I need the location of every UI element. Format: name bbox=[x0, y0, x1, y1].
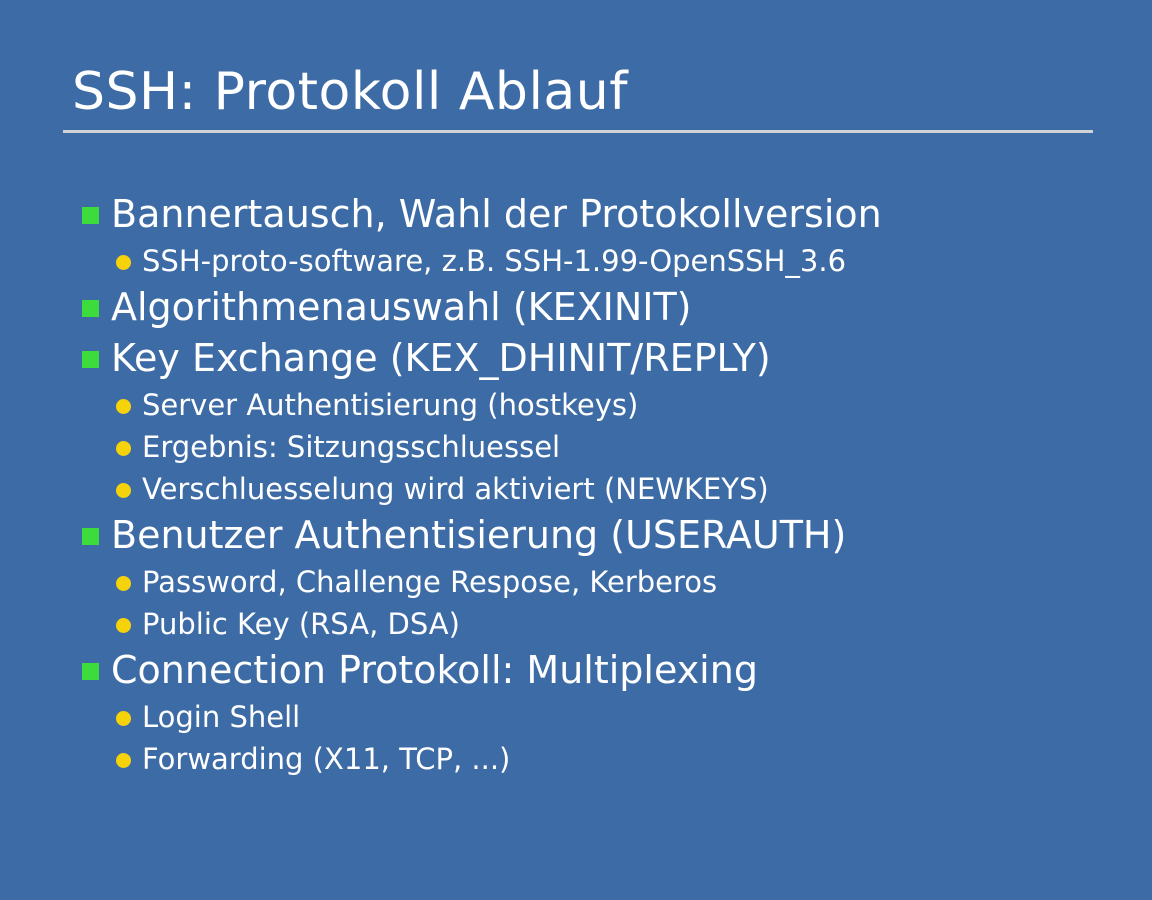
square-bullet-icon bbox=[82, 300, 99, 317]
list-item-label: Bannertausch, Wahl der Protokollversion bbox=[111, 192, 882, 236]
list-item-label: Verschluesselung wird aktiviert (NEWKEYS) bbox=[142, 472, 769, 506]
square-bullet-icon bbox=[82, 528, 99, 545]
list-item bbox=[82, 511, 1092, 560]
list-item bbox=[82, 283, 1092, 332]
list-item bbox=[82, 190, 1092, 239]
list-item-label: Connection Protokoll: Multiplexing bbox=[111, 648, 758, 692]
square-bullet-icon bbox=[82, 207, 99, 224]
dot-bullet-icon bbox=[116, 618, 131, 633]
dot-bullet-icon bbox=[116, 483, 131, 498]
square-bullet-icon bbox=[82, 351, 99, 368]
list-item bbox=[116, 562, 1092, 603]
list-item bbox=[116, 604, 1092, 645]
list-item-label: Benutzer Authentisierung (USERAUTH) bbox=[111, 513, 847, 557]
list-item-label: Key Exchange (KEX_DHINIT/REPLY) bbox=[111, 336, 771, 380]
dot-bullet-icon bbox=[116, 255, 131, 270]
list-item bbox=[82, 334, 1092, 383]
list-item-label: Password, Challenge Respose, Kerberos bbox=[142, 565, 718, 599]
list-item-label: Forwarding (X11, TCP, ...) bbox=[142, 742, 511, 776]
list-item-label: Login Shell bbox=[142, 700, 301, 734]
dot-bullet-icon bbox=[116, 576, 131, 591]
dot-bullet-icon bbox=[116, 399, 131, 414]
list-item-label: Server Authentisierung (hostkeys) bbox=[142, 388, 639, 422]
list-item bbox=[116, 739, 1092, 780]
list-item-label: SSH-proto-software, z.B. SSH-1.99-OpenSSH_3.6 bbox=[142, 244, 847, 278]
list-item bbox=[116, 427, 1092, 468]
list-item-label: Public Key (RSA, DSA) bbox=[142, 607, 460, 641]
list-item bbox=[116, 469, 1092, 510]
list-item bbox=[116, 697, 1092, 738]
list-item-label: Ergebnis: Sitzungsschluessel bbox=[142, 430, 561, 464]
bullet-list bbox=[82, 190, 1092, 781]
square-bullet-icon bbox=[82, 663, 99, 680]
dot-bullet-icon bbox=[116, 441, 131, 456]
list-item bbox=[116, 241, 1092, 282]
dot-bullet-icon bbox=[116, 753, 131, 768]
page-title: SSH: Protokoll Ablauf bbox=[72, 62, 629, 122]
list-item-label: Algorithmenauswahl (KEXINIT) bbox=[111, 285, 692, 329]
title-underline bbox=[63, 130, 1093, 133]
dot-bullet-icon bbox=[116, 711, 131, 726]
list-item bbox=[116, 385, 1092, 426]
list-item bbox=[82, 646, 1092, 695]
